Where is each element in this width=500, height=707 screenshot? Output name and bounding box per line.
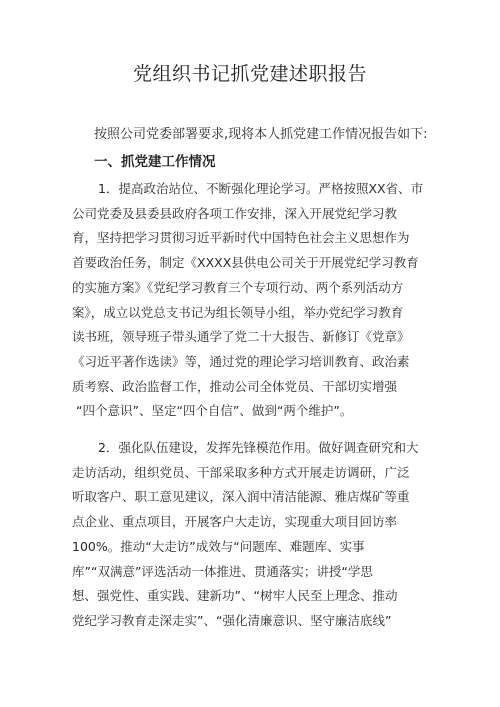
paragraph-line: 点企业、重点项目，开展客户大走访，实现重大项目回访率	[72, 514, 398, 530]
paragraph-line: 库”“双满意”评选活动一体推进、贯通落实；讲授“学思	[72, 563, 373, 579]
paragraph-line: 走访活动，组织党员、干部采取多种方式开展走访调研，广泛	[72, 464, 410, 480]
paragraph-line: “四个意识”、坚定“四个自信”、做到“两个维护”。	[76, 403, 353, 419]
paragraph-line: 质考察、政治监督工作，推动公司全体党员、干部切实增强	[72, 378, 398, 394]
paragraph-team-building	[72, 436, 432, 634]
paragraph-line: 首要政治任务，制定《XXXX县供电公司关于开展党纪学习教育	[72, 255, 419, 271]
paragraph-line: 100%。推动“大走访”成效与“问题库、难题库、实事	[72, 538, 365, 554]
document-title: 党组织书记抓党建述职报告	[132, 63, 367, 85]
paragraph-line: 听取客户、职工意见建议，深入润中清洁能源、雅店煤矿等重	[72, 489, 410, 505]
paragraph-line: 想、强党性、重实践、建新功”、“树牢人民至上理念、推动	[72, 588, 398, 604]
paragraph-line: 《习近平著作选读》等，通过党的理论学习培训教育、政治素	[72, 353, 410, 369]
paragraph-line: 案》，成立以党总支书记为组长领导小组，举办党纪学习教育	[72, 304, 404, 320]
paragraph-line: 2．强化队伍建设，发挥先锋模范作用。做好调查研究和大	[98, 440, 419, 455]
paragraph-line: 读书班，领导班子带头通学了党二十大报告、新修订《党章》	[72, 329, 410, 345]
section-heading: 一、抓党建工作情况	[94, 154, 216, 170]
paragraph-line: 公司党委及县委县政府各项工作安排，深入开展党纪学习教	[72, 205, 398, 221]
intro-paragraph: 按照公司党委部署要求,现将本人抓党建工作情况报告如下:	[94, 127, 428, 142]
paragraph-theory-study	[72, 177, 432, 424]
paragraph-line: 1．提高政治站位、不断强化理论学习。严格按照XX省、市	[98, 181, 424, 196]
paragraph-line: 党纪学习教育走深走实”、“强化清廉意识、坚守廉洁底线”	[72, 612, 392, 628]
paragraph-line: 育，坚持把学习贯彻习近平新时代中国特色社会主义思想作为	[72, 230, 410, 246]
paragraph-line: 的实施方案》《党纪学习教育三个专项行动、两个系列活动方	[72, 279, 404, 295]
